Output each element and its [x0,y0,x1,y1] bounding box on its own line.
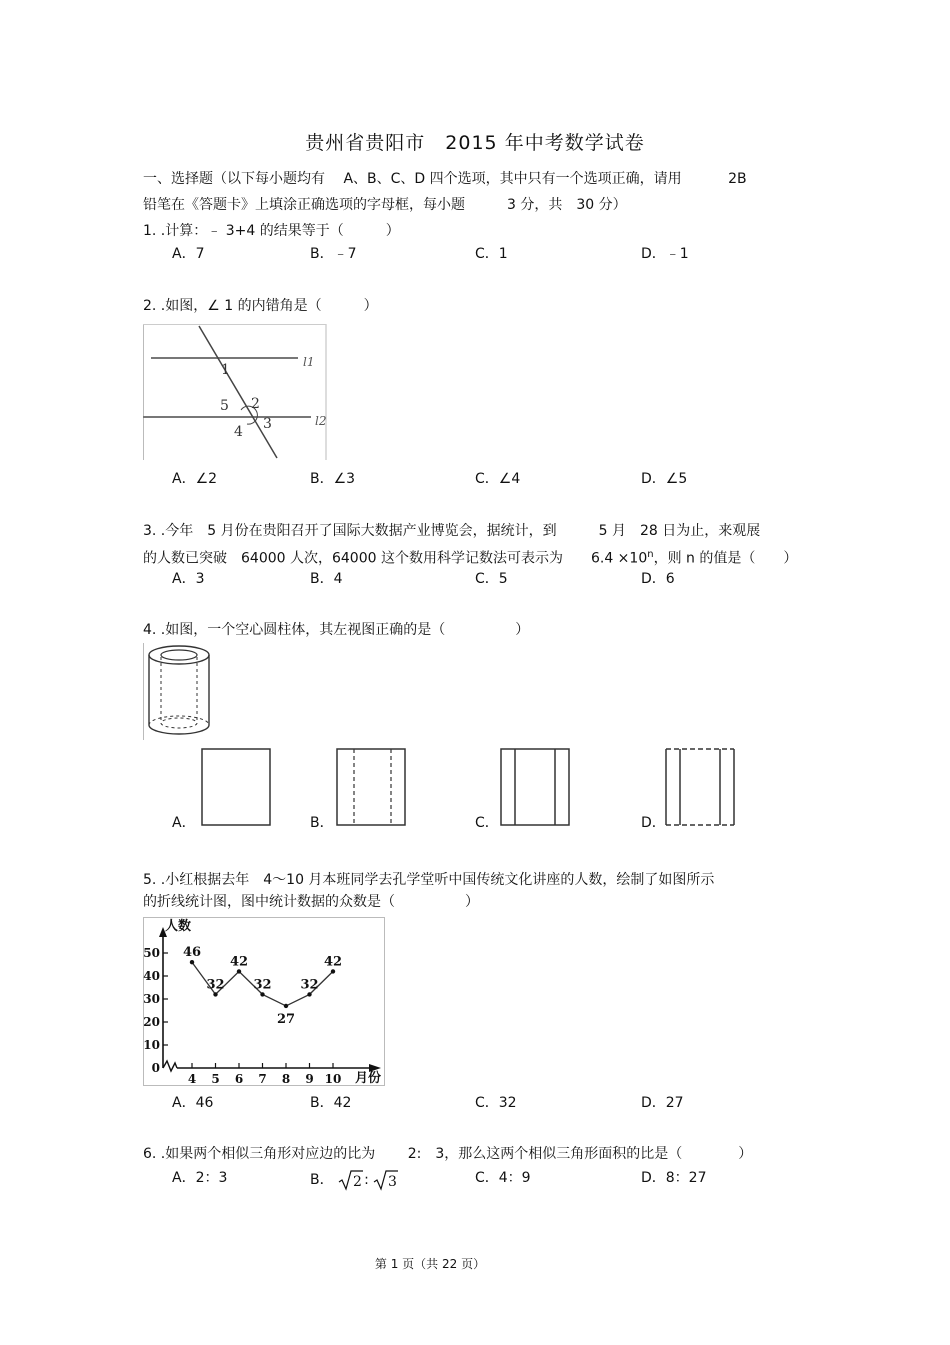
q5-line-chart [143,917,386,1087]
square-outline [202,749,270,825]
q5-stem-line1: 5. .小红根据去年 4～10 月本班同学去孔学堂听中国传统文化讲座的人数，绘制了如图所示 [143,872,715,888]
data-label: 46 [182,945,202,961]
y-tick-label: 20 [143,1015,160,1029]
q4-option-c-figure [500,748,572,828]
y-tick-label: 10 [143,1038,160,1052]
angle-label-4: 4 [234,424,243,440]
q3-stem-line2-end: ，则 n 的值是（ ） [653,550,798,567]
q6-option-b [310,1169,399,1191]
q1-option-b: B．﹣7 [310,246,357,262]
y-axis-label: 人数 [165,919,192,934]
q3-option-b: B．4 [310,571,343,587]
x-tick-label: 6 [234,1072,244,1086]
page-title: 贵州省贵阳市 2015 年中考数学试卷 [305,132,645,154]
q4-option-b: B． [310,815,334,831]
section-heading-line1: 一、选择题（以下每小题均有 A、B、C、D 四个选项，其中只有一个选项正确，请用 2B [143,171,747,187]
q2-option-c: C．∠4 [475,471,521,487]
x-tick-label: 10 [324,1072,342,1086]
x-axis-label: 月份 [355,1071,382,1086]
data-point [331,969,335,973]
y-tick-label: 30 [143,992,160,1006]
square-outline [501,749,569,825]
y-tick-label: 40 [143,969,160,983]
data-label: 27 [276,1011,296,1027]
data-point [260,992,264,996]
inner-bottom-hidden-ellipse [161,718,197,728]
sqrt-3-expression [373,1169,399,1191]
data-label: 42 [229,954,249,970]
square-outline [337,749,405,825]
q3-option-a: A．3 [172,571,205,587]
y-tick-label: 50 [143,946,160,960]
x-tick-label: 9 [305,1072,314,1086]
data-point [213,992,217,996]
q5-option-c: C．32 [475,1095,517,1111]
q4-option-c: C． [475,815,499,831]
angle-label-5: 5 [220,398,229,414]
q6-stem: 6. .如果两个相似三角形对应边的比为 2: 3，那么这两个相似三角形面积的比是（ ） [143,1146,753,1162]
data-label: 32 [300,977,319,993]
outer-top-ellipse [149,646,209,664]
q2-option-d: D．∠5 [641,471,688,487]
line-label-l2: l2 [315,414,327,428]
x-axis-break [163,1061,177,1071]
q6-option-a: A．2：3 [172,1170,228,1186]
q3-exponent: n [647,549,654,560]
q1-option-d: D．﹣1 [641,246,689,262]
x-tick-label: 4 [187,1072,197,1086]
x-tick-label: 5 [211,1072,220,1086]
q2-figure [143,324,329,460]
q4-cylinder-figure [143,643,215,740]
q1-option-a: A．7 [172,246,205,262]
line-label-l1: l1 [303,355,315,369]
data-point [284,1004,288,1008]
q6-option-b-prefix: B． [310,1172,334,1188]
q1-stem: 1. .计算：﹣ 3+4 的结果等于（ ） [143,223,400,239]
x-tick-label: 7 [258,1072,267,1086]
page-footer: 第 1 页（共 22 页） [374,1257,486,1271]
q3-option-c: C．5 [475,571,508,587]
data-point [307,992,311,996]
chart-marks [183,945,342,1027]
q3-stem-line1: 3. .今年 5 月份在贵阳召开了国际大数据产业博览会，据统计，到 5 月 28 日为止，来观展 [143,523,761,539]
chart-axes [143,927,381,1086]
sqrt-2-symbol [338,1169,364,1191]
q6-option-c: C．4：9 [475,1170,531,1186]
q4-stem: 4. .如图，一个空心圆柱体，其左视图正确的是（ ） [143,622,530,638]
q5-stem-line2: 的折线统计图，图中统计数据的众数是（ ） [143,894,479,910]
data-point [237,969,241,973]
angle-label-3: 3 [263,416,272,432]
q6-option-b-separator: : [364,1172,369,1188]
q2-stem: 2. .如图，∠ 1 的内错角是（ ） [143,298,378,314]
q1-option-c: C．1 [475,246,508,262]
q4-option-d: D． [641,815,666,831]
y-tick-label: 0 [151,1061,160,1075]
angle-label-2: 2 [251,396,260,412]
q3-option-d: D．6 [641,571,675,587]
x-tick-label: 8 [281,1072,291,1086]
q3-stem-line2-main: 的人数已突破 64000 人次，64000 这个数用科学记数法可表示为 6.4 ×10 [143,550,648,567]
q4-option-a-figure [201,748,273,828]
q4-option-a: A． [172,815,196,831]
data-label: 32 [206,977,225,993]
sqrt-2-radicand: 2 [353,1174,362,1190]
q4-option-d-figure [665,748,737,828]
outer-bottom-arc [149,725,209,734]
q4-option-b-figure [336,748,408,828]
data-point [190,960,194,964]
q2-option-b: B．∠3 [310,471,356,487]
q3-stem-line2 [143,546,797,568]
sqrt-3-symbol [373,1169,399,1191]
q6-option-d: D．8：27 [641,1170,707,1186]
section-heading-line2: 铅笔在《答题卡》上填涂正确选项的字母框，每小题 3 分，共 30 分） [143,197,627,213]
data-label: 42 [323,954,343,970]
chart-frame [144,918,385,1086]
data-label: 32 [253,977,272,993]
angle-label-1: 1 [221,362,230,378]
q5-option-b: B．42 [310,1095,352,1111]
q5-option-d: D．27 [641,1095,684,1111]
sqrt-2-expression [338,1169,364,1191]
sqrt-3-radicand: 3 [388,1174,398,1190]
inner-top-ellipse [161,650,197,660]
q5-option-a: A．46 [172,1095,214,1111]
q2-option-a: A．∠2 [172,471,218,487]
outer-bottom-hidden-arc [149,716,209,725]
